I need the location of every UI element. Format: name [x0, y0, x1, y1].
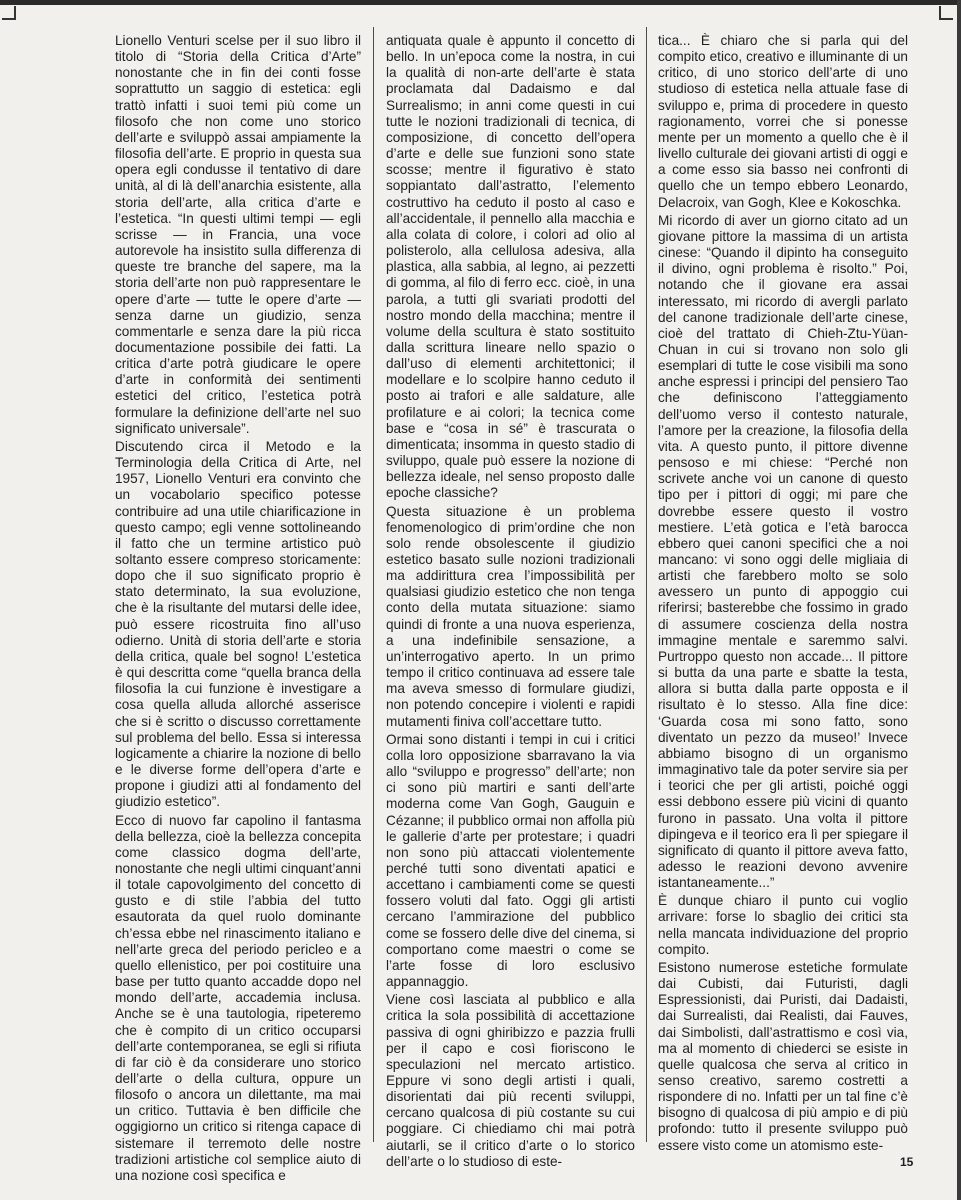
column-divider — [373, 27, 374, 1142]
crop-mark-left — [2, 6, 16, 20]
page-number: 15 — [900, 1155, 914, 1169]
paragraph: Ormai sono distanti i tempi in cui i critici colla loro opposizione sbarravano la via allo “sviluppo e progresso” dell’arte; non ci sono più martiri e santi dell’arte moderna come Van Gogh, Gauguin e Cézanne; il pubblico ormai non affolla più le gallerie d’arte per protestare; i quadri non sono più attaccati violentemente perché tutti sono diventati apatici e accettano i cambiamenti come se questi fossero voluti dal fato. Oggi gli artisti cercano l’ammirazione del pubblico come se fossero delle dive del cinema, si comportano come maestri o come se l’arte fosse di loro esclusivo appannaggio. — [386, 731, 635, 990]
column-divider — [646, 27, 647, 1142]
paragraph: antiquata quale è appunto il concetto di bello. In un’epoca come la nostra, in cui la qualità di non-arte dell’arte è stata proclamata dal Dadaismo e dal Surrealismo; in anni come questi in cui tutte le nozioni tradizionali di tecnica, di composizione, di concetto dell’opera d’arte e delle sue funzioni sono state scosse; mentre il figurativo è stato soppiantato dall’astratto, l’elemento costruttivo ha ceduto il posto al caso e all’accidentale, il pennello alla macchia e alla colata di colore, i colori ad olio al polisterolo, alla cellulosa adesiva, alla plastica, alla sabbia, al legno, ai pezzetti di gomma, al filo di ferro ecc. cioè, in una parola, a tutti gli svariati prodotti del nostro mondo della macchina; mentre il volume della scultura è stato sostituito dalla scrittura lineare nello spazio o dall’uso di elementi architettonici; il modellare e lo scolpire hanno ceduto il posto ai trafori e alle saldature, alle profilature e ai colori; la tecnica come base e “cosa in sé” è trascurata o dimenticata; insomma in questo stadio di sviluppo, quale può essere la nozione di bellezza ideale, nel senso proposto dalle epoche classiche? — [386, 33, 635, 501]
paragraph: Lionello Venturi scelse per il suo libro il titolo di “Storia della Critica d’Arte” nonostante che in fin dei conti fosse soprattutto un saggio di estetica: egli trattò infatti i suoi temi più come un filosofo che non come uno storico dell’arte e sviluppò assai ampiamente la filosofia dell’arte. E proprio in questa sua opera egli condusse il tentativo di dare unità, al di là dell’anarchia esistente, alla storia dell’arte, alla critica d’arte e l’estetica. “In questi ultimi tempi — egli scrisse — in Francia, una voce autorevole ha insistito sulla differenza di queste tre branche del sapere, ma la storia dell’arte non può rappresentare le opere d’arte — tutte le opere d’arte — senza darne un giudizio, senza commentarle e senza dare la più ricca documentazione possibile dei fatti. La critica d’arte potrà giudicare le opere d’arte in conformità dei sentimenti estetici del critico, l’estetica potrà formulare la definizione dell’arte nel suo significato universale”. — [115, 33, 361, 436]
paragraph: Ecco di nuovo far capolino il fantasma della bellezza, cioè la bellezza concepita come classico dogma dell’arte, nonostante che negli ultimi cinquant’anni il totale capovolgimento del concetto di gusto e di stile l’abbia del tutto esautorata da quel ruolo dominante ch’essa ebbe nel rinascimento italiano e nell’arte greca del periodo pericleo e a quello ellenistico, per poi costituire una base per tutto quanto accadde dopo nel mondo dell’arte, accademia inclusa. Anche se è una tautologia, ripeteremo che è compito di un critico occuparsi dell’arte contemporanea, se egli si rifiuta di far ciò è da considerare uno storico dell’arte o della cultura, oppure un filosofo o ancora un dilettante, ma mai un critico. Tuttavia è ben difficile che oggigiorno un critico si ritenga capace di sistemare il terremoto delle nostre tradizioni artistiche col semplice aiuto di una nozione così specifica e — [115, 812, 361, 1183]
paragraph: Questa situazione è un problema fenomenologico di prim’ordine che non solo rende obsolescente il giudizio estetico basato sulle nozioni tradizionali ma addirittura crea l’impossibilità per qualsiasi giudizio estetico che non tenga conto della mutata situazione: siamo quindi di fronte a una nuova esperienza, a una indefinibile sensazione, a un’interrogativo aperto. In un primo tempo il critico continuava ad essere tale ma aveva smesso di formulare giudizi, non potendo concepire i violenti e rapidi mutamenti finiva coll’accettare tutto. — [386, 503, 635, 729]
paragraph: Mi ricordo di aver un giorno citato ad un giovane pittore la massima di un artista cinese: “Quando il dipinto ha conseguito il divino, ogni problema è risolto.” Poi, notando che il giovane era assai interessato, mi ricordo di avergli parlato del canone tradizionale dell’arte cinese, cioè del trattato di Chieh-Ztu-Yüan-Chuan in cui si trovano non solo gli esemplari di tutte le cose visibili ma sono anche espressi i principi del pensiero Tao che definiscono l’atteggiamento dell’uomo verso il contesto naturale, l’amore per la creazione, la filosofia della vita. A questo punto, il pittore divenne pensoso e mi chiese: “Perché non scrivete anche voi un canone di questo tipo per i pittori di oggi; mi pare che dovrebbe essere questo il vostro mestiere. L’età gotica e l’età barocca ebbero quei canoni specifici che a noi mancano: vi sono oggi delle migliaia di artisti che farebbero molto se solo avessero un punto di appoggio cui riferirsi; basterebbe che fossimo in grado di assumere coscienza della nostra immagine mentale e saremmo salvi. Purtroppo questo non accade... Il pittore si butta da una parte e sbatte la testa, allora si butta dalla parte opposta e il risultato è lo stesso. Alla fine dice: ‘Guarda cosa mi sono fatto, sono diventato un pezzo da museo!’ Invece abbiamo bisogno di un organismo immaginativo tale da poter servire sia per i teorici che per gli artisti, poiché oggi essi debbono essere più vicini di quanto furono in passato. Una volta il pittore dipingeva e il teorico era lì per spiegare il significato di quanto il pittore aveva fatto, adesso le reazioni devono avvenire istantaneamente...” — [658, 212, 908, 891]
text-column-2 — [386, 33, 635, 1172]
page-binding-edge — [957, 0, 961, 1200]
paragraph: È dunque chiaro il punto cui voglio arrivare: forse lo sbaglio dei critici sta nella mancata individuazione del proprio compito. — [658, 893, 908, 957]
crop-mark-right — [939, 6, 953, 20]
text-column-1 — [115, 33, 361, 1186]
page-top-edge — [0, 0, 961, 5]
paragraph: Discutendo circa il Metodo e la Terminologia della Critica di Arte, nel 1957, Lionello Venturi era convinto che un vocabolario specifico potesse contribuire ad una utile chiarificazione in questo campo; egli venne sottolineando il fatto che un termine artistico può soltanto essere compreso storicamente: dopo che il suo significato proprio è stato determinato, la sua evoluzione, che è la risultante del mutarsi delle idee, può essere ricostruita fino all’uso odierno. Unità di storia dell’arte e storia della critica, quale bel sogno! L’estetica è qui descritta come “quella branca della filosofia la cui funzione è investigare a cosa quella alluda allorché asserisce che si è scritto o discusso correttamente sul problema del bello. Essa si interessa logicamente a chiarire la nozione di bello e le diverse forme dell’opera d’arte e propone i giudizi atti al fondamento del giudizio estetico”. — [115, 438, 361, 810]
paragraph: tica... È chiaro che si parla qui del compito etico, creativo e illuminante di un critico, di uno storico dell’arte di uno studioso di estetica nella attuale fase di sviluppo e, prima di procedere in questo ragionamento, vorrei che si ponesse mente per un momento a quello che è il livello culturale dei giovani artisti di oggi e a come esso sia basso nei confronti di quello che un tempo ebbero Leonardo, Delacroix, van Gogh, Klee e Kokoschka. — [658, 33, 908, 210]
text-column-3 — [658, 33, 908, 1156]
paragraph: Viene così lasciata al pubblico e alla critica la sola possibilità di accettazione passiva di ogni ghiribizzo e pazzia frulli per il capo e così fioriscono le speculazioni nel mercato artistico. Eppure vi sono degli artisti i quali, disorientati dai più recenti sviluppi, cercano qualcosa di più costante su cui poggiare. Ci chiediamo chi mai potrà aiutarli, se il critico d’arte o lo storico dell’arte o lo studioso di este- — [386, 992, 635, 1169]
paragraph: Esistono numerose estetiche formulate dai Cubisti, dai Futuristi, dagli Espressionisti, dai Puristi, dai Dadaisti, dai Surrealisti, dai Realisti, dai Fauves, dai Simbolisti, dall’astrattismo e così via, ma al momento di chiederci se esiste in quelle qualcosa che serva al critico in senso creativo, saremo costretti a rispondere di no. Infatti per un tal fine c’è bisogno di qualcosa di più ampio e di più profondo: tutto il presente sviluppo può essere visto come un atomismo este- — [658, 959, 908, 1153]
